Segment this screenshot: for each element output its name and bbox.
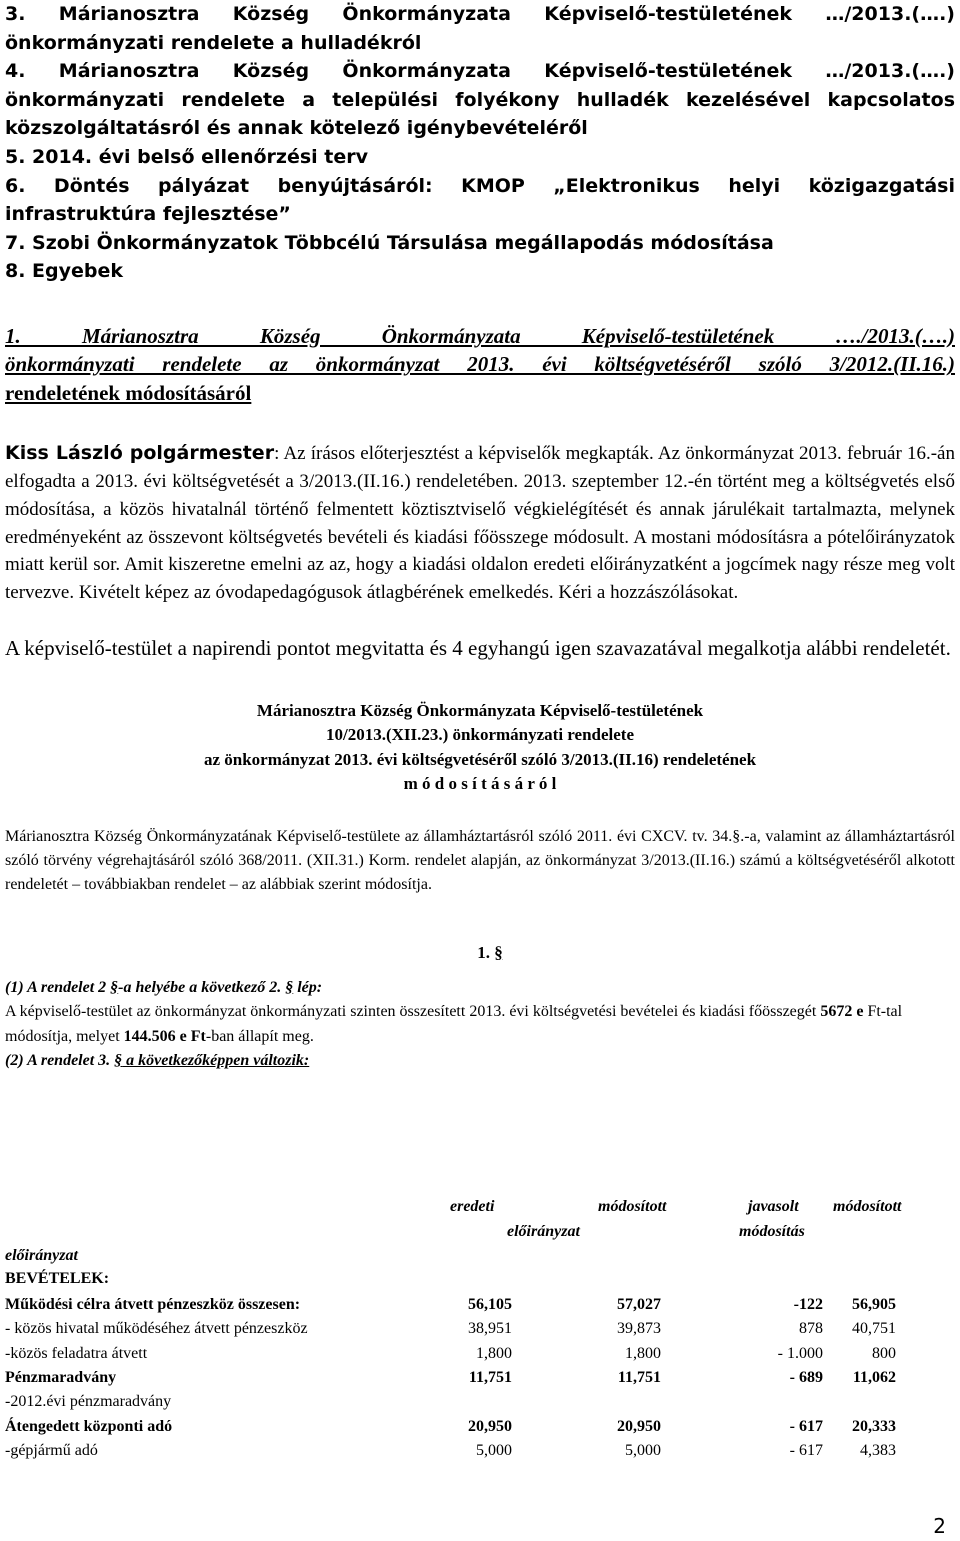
header-eloiranyzat-2: előirányzat bbox=[5, 1247, 78, 1264]
agenda-item-6-line1: 6. Döntés pályázat benyújtásáról: KMOP „Elektronikus helyi közigazgatási bbox=[5, 174, 955, 197]
amendment-1-title-b: -a helyébe a következő 2. bbox=[118, 978, 286, 996]
table-row bbox=[5, 1442, 955, 1466]
row-label: Átengedett központi adó bbox=[5, 1417, 173, 1435]
table-row bbox=[5, 1418, 955, 1442]
page-number: 2 bbox=[933, 1514, 946, 1538]
header-eredeti: eredeti bbox=[450, 1198, 495, 1215]
agenda-list bbox=[5, 0, 955, 286]
cell-modositott: 20,950 bbox=[617, 1417, 661, 1435]
topic-line1: 1. Márianosztra Község Önkormányzata Képviselő-testületének …./2013.(….) bbox=[5, 323, 955, 348]
agenda-item-7: 7. Szobi Önkormányzatok Többcélú Társulása megállapodás módosítása bbox=[5, 231, 774, 254]
amendment-1-text bbox=[5, 1000, 955, 1049]
table-row bbox=[5, 1369, 955, 1393]
cell-javasolt: - 617 bbox=[789, 1441, 823, 1459]
amendment-2-title-b: a következőképpen változik: bbox=[122, 1052, 310, 1070]
section-number bbox=[5, 941, 955, 965]
agenda-item-5: 5. 2014. évi belső ellenőrzési terv bbox=[5, 145, 368, 168]
cell-javasolt: -122 bbox=[793, 1296, 823, 1313]
cell-uj: 800 bbox=[872, 1344, 896, 1362]
section-symbol: § bbox=[494, 942, 503, 962]
amendment-2-title-a: (2) A rendelet 3. bbox=[5, 1052, 115, 1070]
cell-uj: 4,383 bbox=[860, 1441, 896, 1459]
cell-uj: 20,333 bbox=[852, 1417, 896, 1435]
section-bevetelek: BEVÉTELEK: bbox=[5, 1270, 110, 1287]
row-label: -2012.évi pénzmaradvány bbox=[5, 1393, 172, 1411]
amendment-2-title bbox=[5, 1049, 955, 1074]
header-modositas: módosítás bbox=[739, 1223, 805, 1240]
row-label: -gépjármű adó bbox=[5, 1441, 98, 1459]
cell-modositott: 57,027 bbox=[617, 1296, 661, 1313]
cell-eredeti: 11,751 bbox=[468, 1368, 512, 1386]
cell-modositott: 39,873 bbox=[617, 1320, 661, 1338]
agenda-item-8: 8. Egyebek bbox=[5, 260, 124, 283]
cell-eredeti: 20,950 bbox=[468, 1417, 512, 1435]
cell-eredeti: 1,800 bbox=[476, 1344, 512, 1362]
amendment-1-sym2: § bbox=[285, 978, 294, 996]
cell-eredeti: 56,105 bbox=[468, 1296, 512, 1313]
amendment-1-text-a: A képviselő-testület az önkormányzat önkormányzati szinten összesített 2013. évi költségvetési bevételei és kiadási főösszegét bbox=[5, 1003, 821, 1021]
decree-heading-line2: 10/2013.(XII.23.) önkormányzati rendelete bbox=[325, 725, 635, 745]
decree-heading bbox=[5, 699, 955, 797]
cell-eredeti: 38,951 bbox=[468, 1320, 512, 1338]
cell-uj: 11,062 bbox=[852, 1368, 896, 1386]
decree-preamble: Márianosztra Község Önkormányzatának Képviselő-testülete az államháztartásról szóló 2011. évi CXCV. tv. 34.§.-a, valamint az államháztartásról szóló törvény végrehajtásáról szóló 368/2011. (XII.31.) Korm. rendelet alapján, az önkormányzat 3/2013.(II.16.) számú a költségvetéséről alkotott rendeletét – továbbiakban rendelet – az alábbiak szerint módosítja. bbox=[5, 827, 955, 894]
amendment-1-sym: § bbox=[110, 978, 119, 996]
cell-javasolt: 878 bbox=[799, 1320, 823, 1338]
header-eloiranyzat: előirányzat bbox=[507, 1223, 580, 1240]
table-row bbox=[5, 1296, 955, 1320]
cell-modositott: 1,800 bbox=[625, 1344, 661, 1362]
vote-result: A képviselő-testület a napirendi pontot megvitatta és 4 egyhangú igen szavazatával megalkotja alábbi rendeletét. bbox=[5, 635, 951, 660]
topic-heading bbox=[5, 322, 955, 408]
table-row bbox=[5, 1320, 955, 1344]
amendment-2-sym: § bbox=[114, 1052, 123, 1070]
decree-heading-line3: az önkormányzat 2013. évi költségvetéséről szóló 3/2013.(II.16) rendeletének bbox=[203, 749, 757, 769]
amendment-1-total: 144.506 e Ft bbox=[123, 1027, 206, 1045]
amendment-1 bbox=[5, 976, 955, 1074]
cell-javasolt: - 617 bbox=[789, 1417, 823, 1435]
topic-line3: rendeletének módosításáról bbox=[5, 380, 252, 405]
cell-uj: 56,905 bbox=[852, 1296, 896, 1313]
cell-javasolt: - 689 bbox=[789, 1368, 823, 1386]
row-label: Működési célra átvett pénzeszköz összesen: bbox=[5, 1296, 301, 1313]
table-row bbox=[5, 1345, 955, 1369]
agenda-item-4-line2: önkormányzati rendelete a települési folyékony hulladék kezelésével kapcsolatos bbox=[5, 88, 955, 111]
speech-text: : Az írásos előterjesztést a képviselők megkapták. Az önkormányzat 2013. február 16.-án elfogadta a 2013. évi költségvetését a 3/2013.(II.16.) rendeletében. 2013. szeptember 12.-én történt meg a költségvetés első módosítása, a közös hivatalnál történő felmentett köztisztviselő végkielégítését és annak járulékait tartalmazta, melynek eredményeként az összevont költségvetés bevételi és kiadási főösszege módosult. A mostani módosításra a pótelőirányzatok miatt kerül sor. Amit kiszeretne emelni az az, hogy a kiadási oldalon eredeti előirányzatként a jogcímek nagy része meg volt tervezve. Kivételt képez az óvodapedagógusok átlagbérének emelkedés. Kéri a hozzászólásokat. bbox=[5, 443, 955, 603]
row-label: - közös hivatal működéséhez átvett pénzeszköz bbox=[5, 1320, 308, 1338]
agenda-item-6-line2: infrastruktúra fejlesztése” bbox=[5, 203, 291, 226]
agenda-item-3-line2: önkormányzati rendelete a hulladékról bbox=[5, 31, 422, 54]
header-javasolt: javasolt bbox=[748, 1198, 799, 1215]
topic-line2: önkormányzati rendelete az önkormányzat 2013. évi költségvetéséről szóló 3/2012.(II.16.) bbox=[5, 352, 955, 377]
mayor-speech bbox=[5, 440, 955, 606]
decree-heading-line1: Márianosztra Község Önkormányzata Képviselő-testületének bbox=[256, 700, 704, 720]
decree-heading-line4: m ó d o s í t á s á r ó l bbox=[403, 774, 557, 794]
agenda-item-3-line1: 3. Márianosztra Község Önkormányzata Képviselő-testületének …/2013.(….) bbox=[5, 3, 955, 25]
cell-modositott: 11,751 bbox=[617, 1368, 661, 1386]
agenda-item-4-line1: 4. Márianosztra Község Önkormányzata Képviselő-testületének …/2013.(….) bbox=[5, 60, 955, 83]
table-row bbox=[5, 1393, 955, 1417]
row-label: -közös feladatra átvett bbox=[5, 1344, 148, 1362]
amendment-1-text-c: -ban állapít meg. bbox=[205, 1027, 314, 1045]
agenda-item-4-line3: közszolgáltatásról és annak kötelező igénybevételéről bbox=[5, 117, 588, 140]
cell-javasolt: - 1.000 bbox=[777, 1344, 823, 1362]
amendment-1-amount: 5672 e bbox=[820, 1003, 864, 1021]
cell-modositott: 5,000 bbox=[625, 1441, 661, 1459]
amendment-1-title-a: (1) A rendelet 2 bbox=[5, 978, 111, 996]
document-page bbox=[5, 0, 955, 1074]
header-modositott-2: módosított bbox=[833, 1198, 902, 1215]
section-num: 1. bbox=[477, 942, 490, 962]
amendment-1-title-c: lép: bbox=[293, 978, 323, 996]
cell-eredeti: 5,000 bbox=[476, 1441, 512, 1459]
cell-uj: 40,751 bbox=[852, 1320, 896, 1338]
speaker-name: Kiss László polgármester bbox=[5, 442, 275, 465]
amendment-1-title bbox=[5, 976, 955, 1001]
amendment-1-text-b: Ft-tal módosítja, melyet bbox=[5, 1003, 903, 1045]
header-modositott: módosított bbox=[598, 1198, 667, 1215]
row-label: Pénzmaradvány bbox=[5, 1368, 117, 1386]
